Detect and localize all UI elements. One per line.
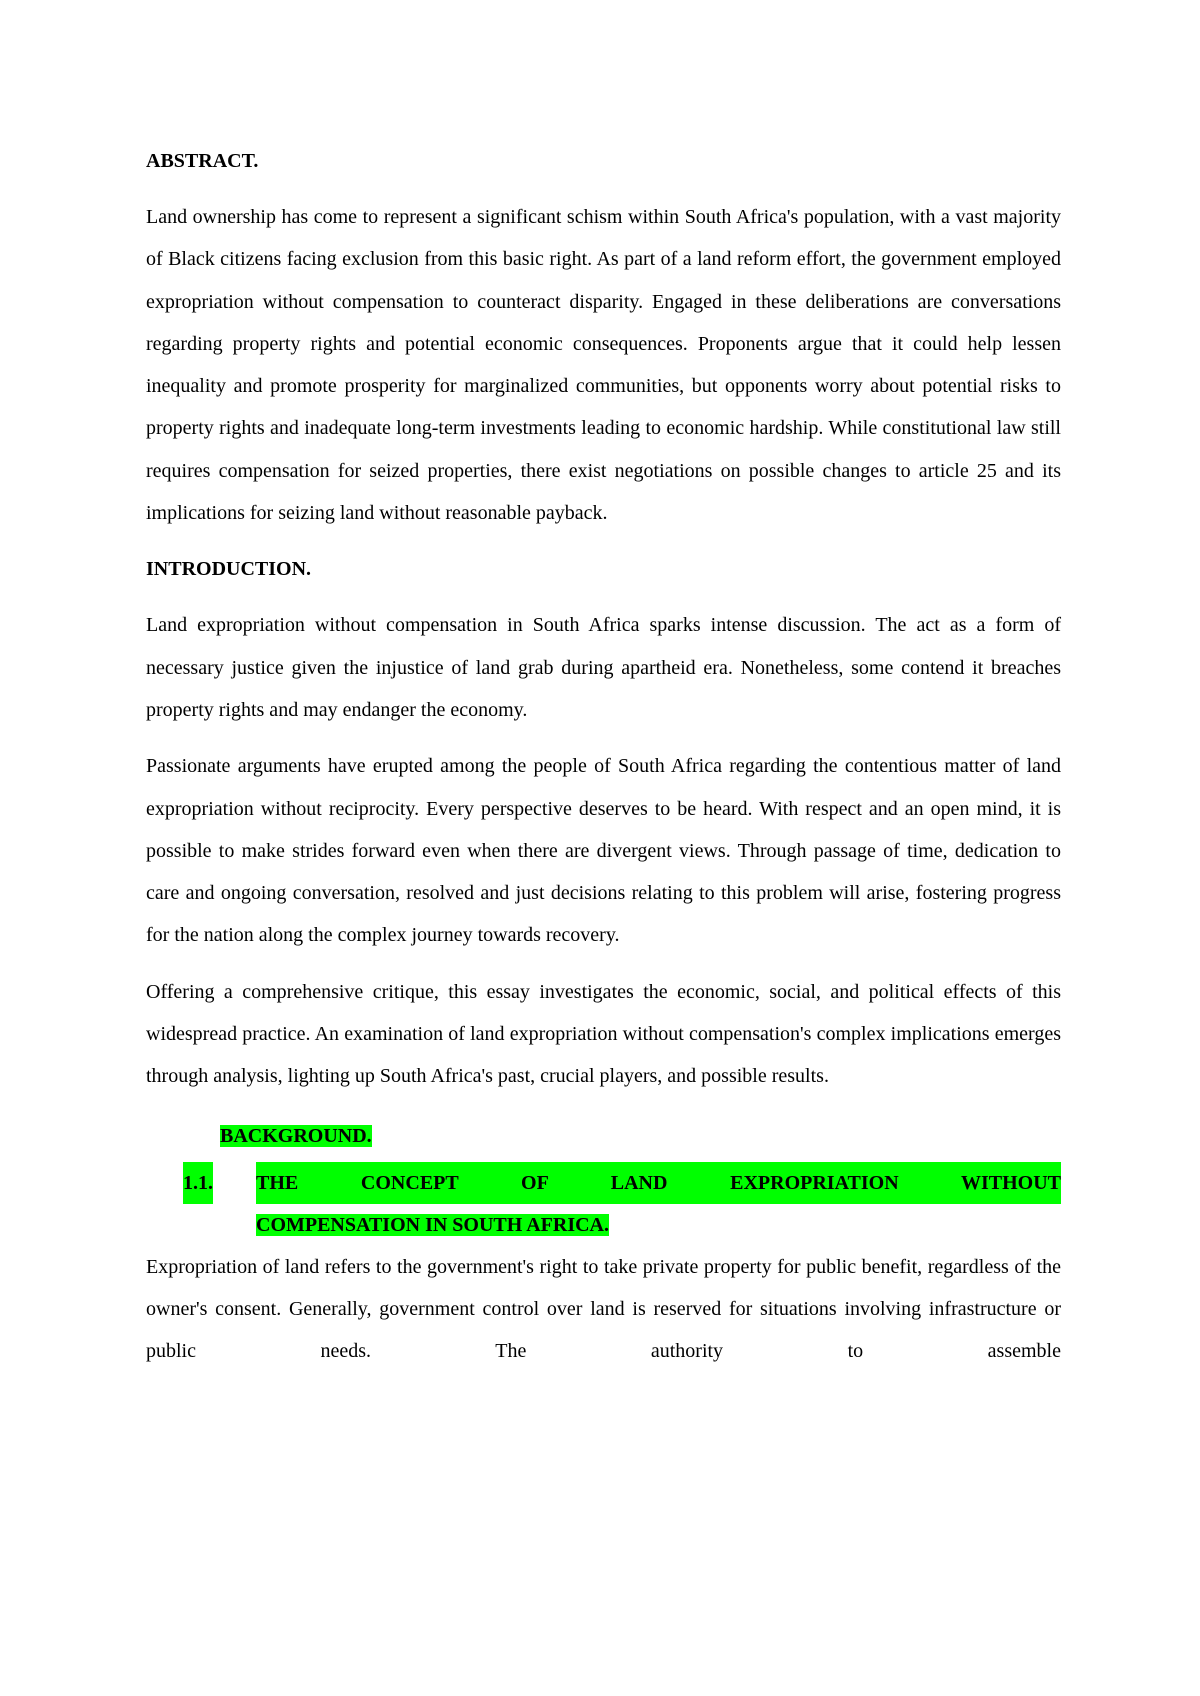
- introduction-heading: INTRODUCTION.: [146, 558, 312, 581]
- subsection-title-line-2: COMPENSATION IN SOUTH AFRICA.: [256, 1213, 609, 1236]
- introduction-paragraph-2: Passionate arguments have erupted among the people of South Africa regarding the contentious matter of land expropriation without reciprocity. Every perspective deserves to be heard. With respect and an open mind, it is possible to make strides forward even when there are divergent views. Through passage of time, dedication to care and ongoing conversation, resolved and just decisions relating to this problem will arise, fostering progress for the nation along the complex journey towards recovery.: [146, 755, 1061, 947]
- abstract-heading: ABSTRACT.: [146, 150, 259, 172]
- background-heading: [220, 1116, 1061, 1156]
- document-page: [146, 140, 1061, 1373]
- abstract-paragraph: Land ownership has come to represent a significant schism within South Africa's population, with a vast majority of Black citizens facing exclusion from this basic right. As part of a land reform effort, the government employed expropriation without compensation to counteract disparity. Engaged in these deliberations are conversations regarding property rights and potential economic consequences. Proponents argue that it could help lessen inequality and promote prosperity for marginalized communities, but opponents worry about potential risks to property rights and inadequate long-term investments leading to economic hardship. While constitutional law still requires compensation for seized properties, there exist negotiations on possible changes to article 25 and its implications for seizing land without reasonable payback.: [146, 206, 1061, 525]
- subsection-title-line-2-wrapper: [256, 1204, 1061, 1246]
- introduction-paragraph-1: Land expropriation without compensation in South Africa sparks intense discussion. The act as a form of necessary justice given the injustice of land grab during apartheid era. Nonetheless, some contend it breaches property rights and may endanger the economy.: [146, 614, 1061, 721]
- subsection-number: 1.1.: [183, 1162, 213, 1204]
- subsection-heading: [146, 1162, 1061, 1246]
- background-heading-text: BACKGROUND.: [220, 1124, 372, 1147]
- introduction-paragraph-3: Offering a comprehensive critique, this essay investigates the economic, social, and political effects of this widespread practice. An examination of land expropriation without compensation's complex implications emerges through analysis, lighting up South Africa's past, crucial players, and possible results.: [146, 980, 1061, 1088]
- subsection-title-line-1: THE CONCEPT OF LAND EXPROPRIATION WITHOUT: [256, 1162, 1061, 1204]
- background-paragraph: Expropriation of land refers to the government's right to take private property for public benefit, regardless of the owner's consent. Generally, government control over land is reserved for situations involving infrastructure or public needs. The authority to assemble: [146, 1255, 1061, 1363]
